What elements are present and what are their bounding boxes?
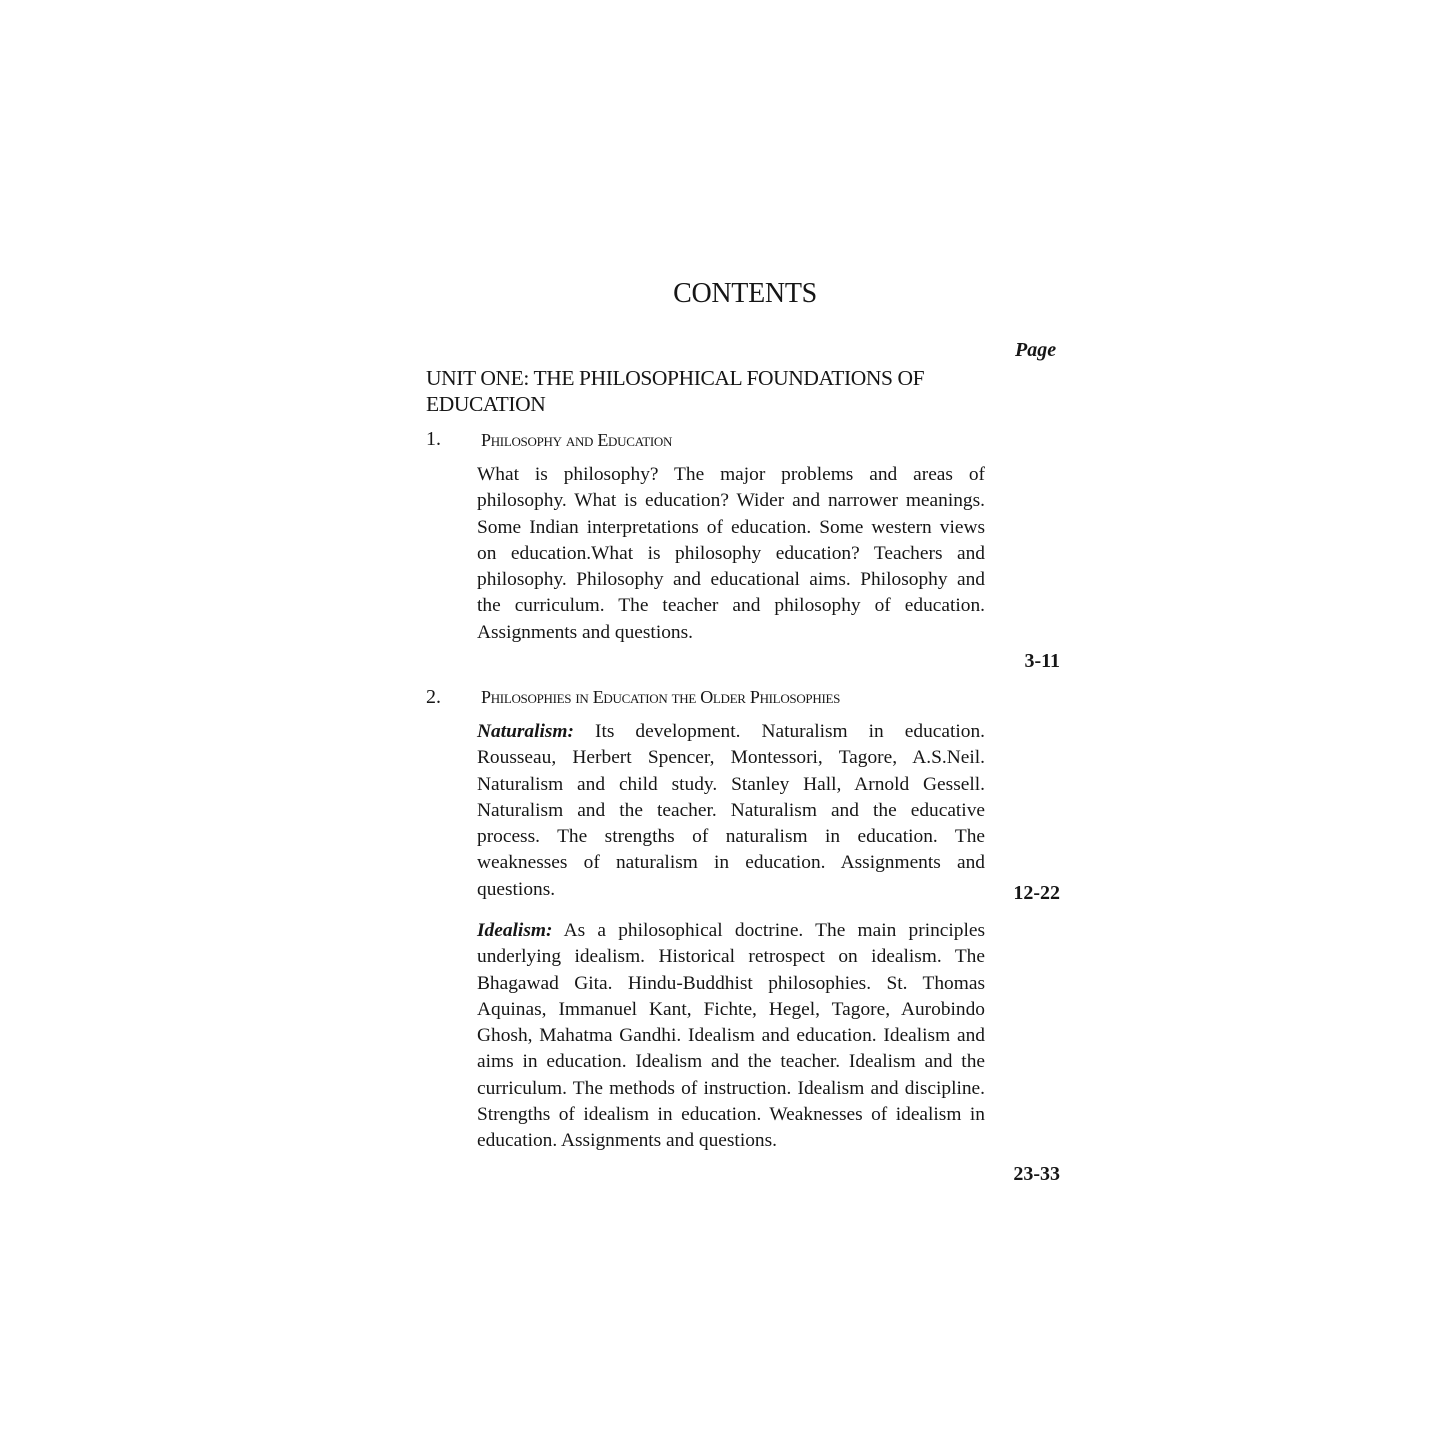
chapter-number: 2. [426,686,441,708]
unit-heading: UNIT ONE: THE PHILOSOPHICAL FOUNDATIONS OF EDUCATION [426,366,925,416]
page-range: 23-33 [1013,1163,1060,1185]
chapter-number: 1. [426,428,441,450]
section-idealism [477,918,985,1155]
section-text: As a philosophical doctrine. The main principles underlying idealism. Historical retrospect on idealism. The Bhagawad Gita. Hindu-Buddhist philosophies. St. Thomas Aquinas, Immanuel Kant, Fichte, Hegel, Tagore, Aurobindo Ghosh, Mahatma Gandhi. Idealism and education. Idealism and aims in education. Idealism and the teacher. Idealism and the curriculum. The methods of instruction. Idealism and discipline. Strengths of idealism in education. Weaknesses of idealism in education. Assignments and questions. [477,920,986,1152]
chapter-heading: Philosophies in Education the Older Philosophies [481,687,841,707]
section-lead: Idealism: [477,920,553,941]
section-lead: Naturalism: [477,721,574,742]
page-range: 12-22 [1013,882,1060,904]
page-title: CONTENTS [673,278,817,309]
chapter-heading: Philosophy and Education [481,430,673,450]
section-text: Its development. Naturalism in education. Rousseau, Herbert Spencer, Montessori, Tagore, A.S.Neil. Naturalism and child study. Stanley Hall, Arnold Gessell. Naturalism and the teacher. Naturalism and the educative process. The strengths of naturalism in education. The weaknesses of naturalism in education. Assignments and questions. [477,721,985,900]
section-naturalism [477,719,985,903]
page-column-label: Page [1015,339,1057,361]
page-range: 3-11 [1024,650,1060,672]
section-text: What is philosophy? The major problems and areas of philosophy. What is education? Wider and narrower meanings. Some Indian interpretations of education. Some western views on education.What is philosophy education? Teachers and philosophy. Philosophy and educational aims. Philosophy and the curriculum. The teacher and philosophy of education. Assignments and questions. [477,464,985,643]
chapter-summary [477,462,985,646]
